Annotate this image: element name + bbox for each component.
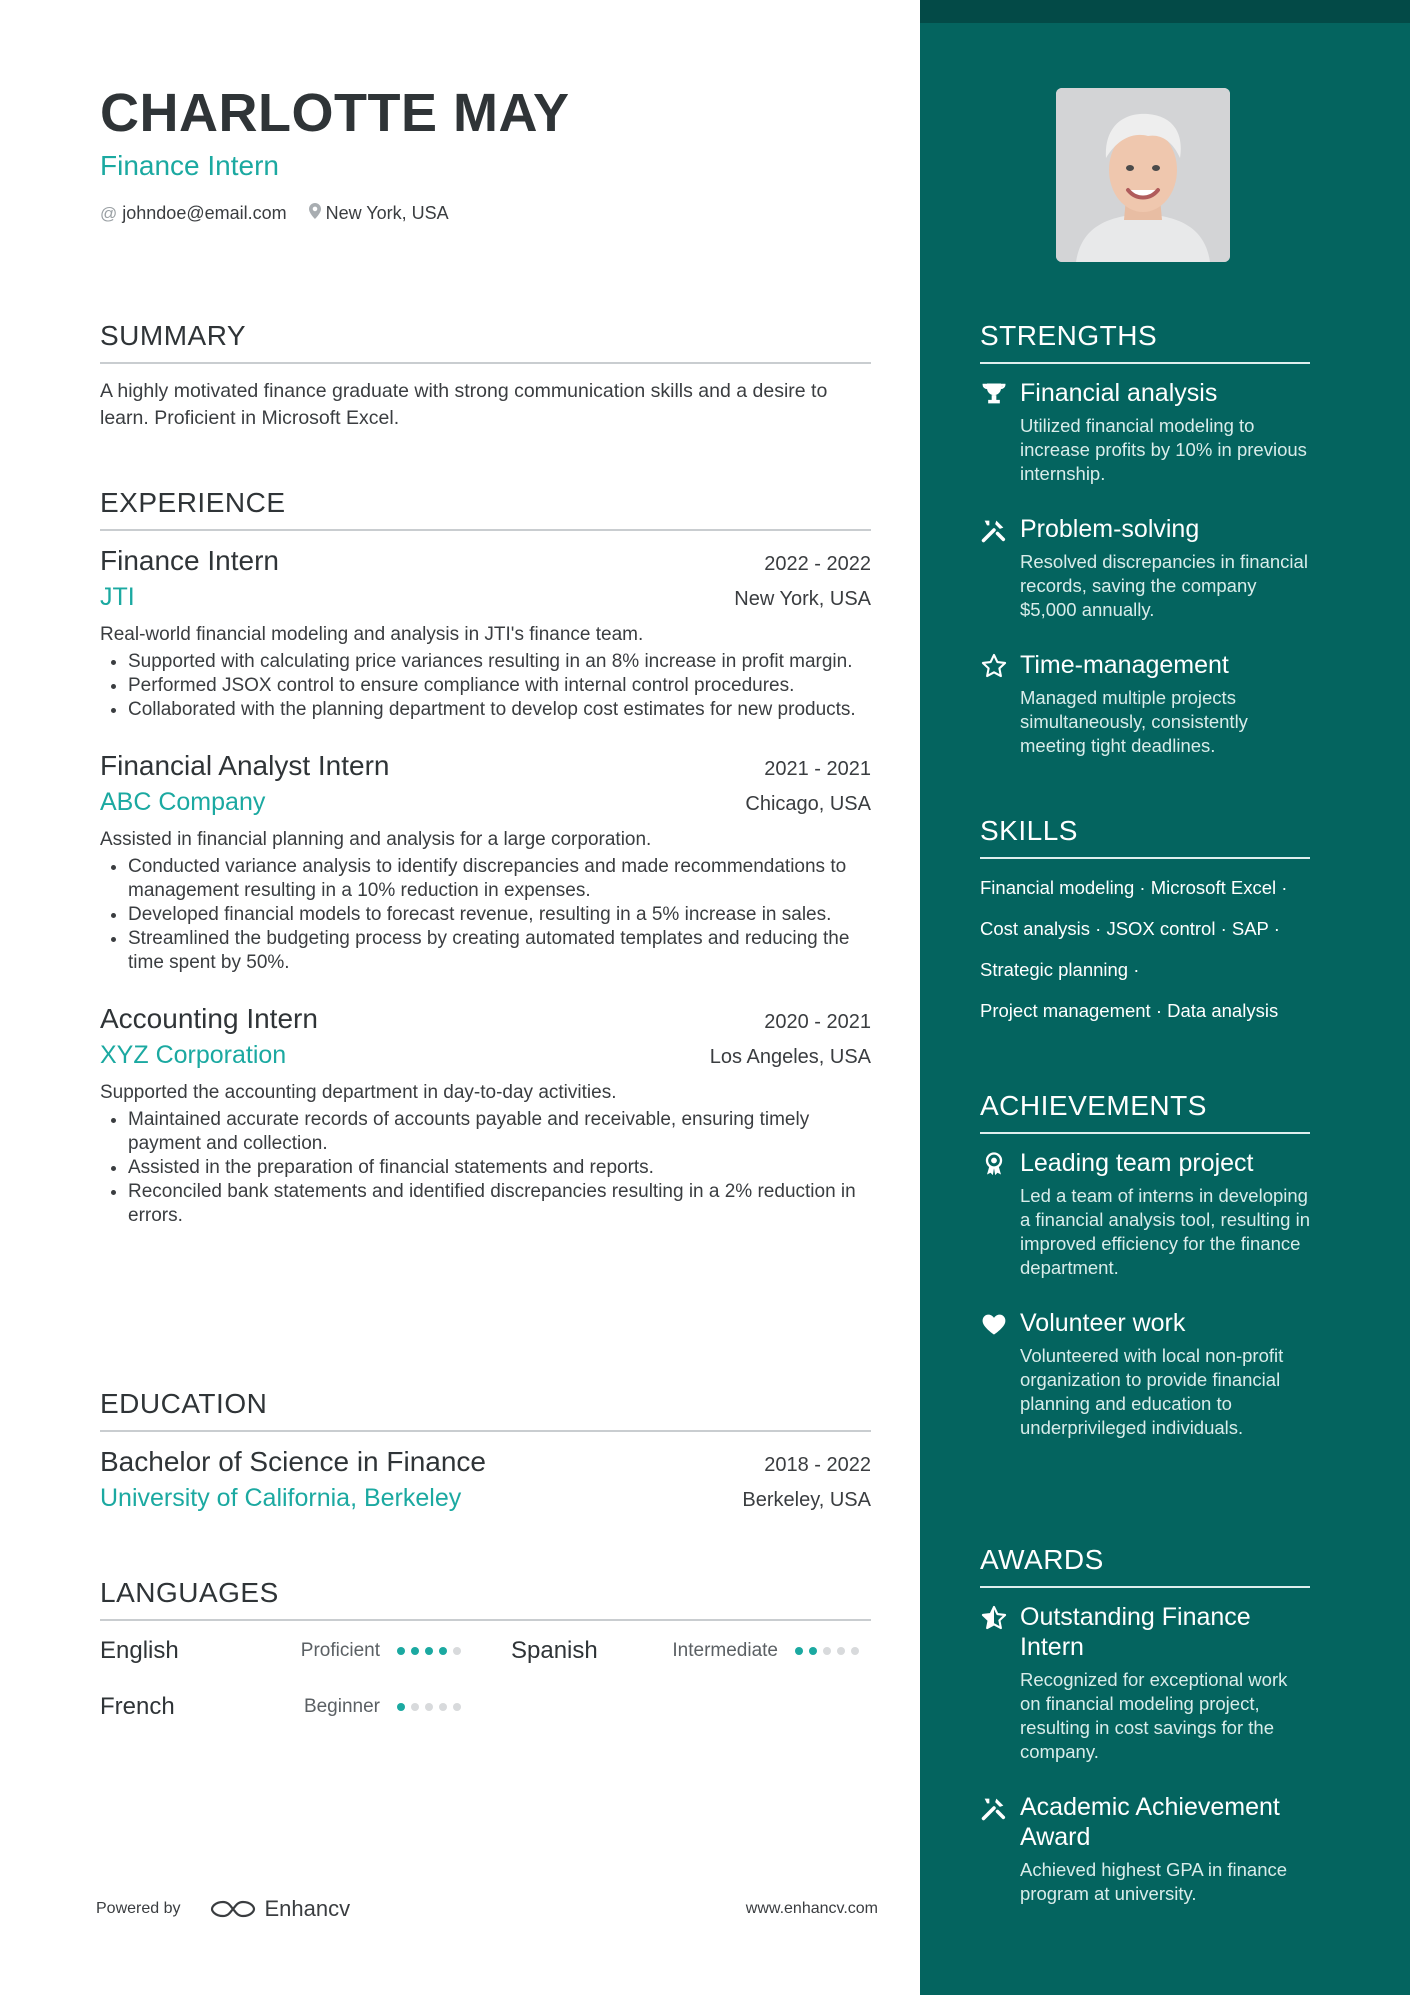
languages-list bbox=[100, 1621, 871, 1741]
language-name: Spanish bbox=[511, 1637, 598, 1664]
languages-section bbox=[100, 1577, 871, 1741]
email-link[interactable]: johndoe@email.com bbox=[122, 203, 287, 223]
section-heading: SKILLS bbox=[980, 815, 1310, 859]
achievement-item bbox=[980, 1148, 1310, 1280]
job-company: XYZ Corporation bbox=[100, 1041, 287, 1069]
job-entry bbox=[100, 750, 871, 975]
dot-empty bbox=[851, 1647, 859, 1655]
proficiency-dots bbox=[795, 1647, 865, 1655]
award-item bbox=[980, 1602, 1310, 1764]
strength-text: Managed multiple projects simultaneously, consistently meeting tight deadlines. bbox=[1020, 687, 1248, 756]
language-level: Intermediate bbox=[672, 1640, 778, 1661]
job-company: JTI bbox=[100, 583, 135, 611]
section-heading: SUMMARY bbox=[100, 320, 871, 364]
dot-empty bbox=[425, 1703, 433, 1711]
location-text: New York, USA bbox=[325, 203, 449, 223]
education-section bbox=[100, 1388, 871, 1513]
powered-by-label: Powered by bbox=[96, 1900, 181, 1917]
job-description: Assisted in financial planning and analysis for a large corporation. bbox=[100, 829, 652, 850]
language-name: French bbox=[100, 1693, 175, 1720]
award-text: Recognized for exceptional work on financial modeling project, resulting in cost savings for the company. bbox=[1020, 1669, 1288, 1762]
language-name: English bbox=[100, 1637, 179, 1664]
language-item bbox=[100, 1637, 467, 1665]
language-level: Beginner bbox=[303, 1696, 380, 1717]
bullet: • Performed JSOX control to ensure compliance with internal control procedures. bbox=[128, 674, 871, 698]
language-item bbox=[511, 1637, 865, 1665]
award-title: Outstanding Finance Intern bbox=[1020, 1603, 1251, 1661]
dot-filled bbox=[795, 1647, 803, 1655]
dot-empty bbox=[453, 1703, 461, 1711]
section-heading: AWARDS bbox=[980, 1544, 1310, 1588]
job-dates: 2020 - 2021 bbox=[764, 1011, 871, 1033]
website-link[interactable]: www.enhancv.com bbox=[745, 1900, 878, 1917]
summary-section bbox=[100, 320, 871, 432]
bullet: • Developed financial models to forecast revenue, resulting in a 5% increase in sales. bbox=[128, 903, 871, 927]
bullet: • Maintained accurate records of accounts payable and receivable, ensuring timely payment and collection. bbox=[128, 1108, 871, 1156]
language-level: Proficient bbox=[300, 1640, 380, 1661]
section-heading: STRENGTHS bbox=[980, 320, 1310, 364]
job-bullets bbox=[100, 1108, 871, 1228]
job-location: New York, USA bbox=[734, 588, 871, 610]
bullet: • Supported with calculating price variances resulting in an 8% increase in profit margin. bbox=[128, 650, 871, 674]
proficiency-dots bbox=[397, 1647, 467, 1655]
skills-line: Project management · Data analysis bbox=[980, 1000, 1279, 1021]
achievement-title: Volunteer work bbox=[1020, 1309, 1186, 1337]
dot-empty bbox=[453, 1647, 461, 1655]
job-dates: 2022 - 2022 bbox=[764, 553, 871, 575]
bullet: • Collaborated with the planning department to develop cost estimates for new products. bbox=[128, 698, 871, 722]
skills-section bbox=[980, 815, 1310, 1031]
strength-item bbox=[980, 378, 1310, 486]
awards-section bbox=[980, 1544, 1310, 1906]
job-description: Supported the accounting department in day-to-day activities. bbox=[100, 1082, 617, 1103]
dot-filled bbox=[397, 1647, 405, 1655]
strength-title: Financial analysis bbox=[1020, 379, 1218, 407]
dot-filled bbox=[411, 1647, 419, 1655]
dot-empty bbox=[823, 1647, 831, 1655]
skills-list bbox=[980, 867, 1310, 1031]
profile-photo bbox=[1056, 88, 1230, 262]
skills-line: Cost analysis · JSOX control · SAP · bbox=[980, 918, 1280, 939]
footer bbox=[96, 1896, 878, 1922]
section-heading: EDUCATION bbox=[100, 1388, 871, 1432]
award-title: Academic Achievement Award bbox=[1020, 1793, 1280, 1851]
strength-text: Utilized financial modeling to increase profits by 10% in previous internship. bbox=[1020, 415, 1307, 484]
bullet: • Assisted in the preparation of financial statements and reports. bbox=[128, 1156, 871, 1180]
achievement-title: Leading team project bbox=[1020, 1149, 1254, 1177]
job-company: ABC Company bbox=[100, 788, 266, 816]
bullet: • Streamlined the budgeting process by creating automated templates and reducing the time spent by 50%. bbox=[128, 927, 871, 975]
language-item bbox=[100, 1693, 467, 1721]
at-icon: @ bbox=[100, 203, 118, 223]
experience-section bbox=[100, 487, 871, 1228]
section-heading: ACHIEVEMENTS bbox=[980, 1090, 1310, 1134]
summary-text: A highly motivated finance graduate with strong communication skills and a desire to learn. Proficient in Microsoft Excel. bbox=[100, 380, 828, 429]
job-entry bbox=[100, 1003, 871, 1228]
enhancv-logo-icon bbox=[209, 1898, 257, 1920]
dot-filled bbox=[439, 1647, 447, 1655]
section-heading: LANGUAGES bbox=[100, 1577, 871, 1621]
job-title: Financial Analyst Intern bbox=[100, 750, 390, 781]
job-bullets bbox=[100, 855, 871, 975]
bullet: • Conducted variance analysis to identify discrepancies and made recommendations to management resulting in a 10% reduction in expenses. bbox=[128, 855, 871, 903]
job-location: Los Angeles, USA bbox=[709, 1046, 871, 1068]
job-location: Chicago, USA bbox=[745, 793, 871, 815]
job-bullets bbox=[100, 650, 871, 722]
tools-icon bbox=[980, 1794, 1008, 1822]
achievements-section bbox=[980, 1090, 1310, 1440]
candidate-title: Finance Intern bbox=[100, 150, 279, 181]
skills-line: Financial modeling · Microsoft Excel · bbox=[980, 877, 1288, 898]
job-entry bbox=[100, 545, 871, 722]
medal-icon bbox=[980, 1150, 1008, 1178]
strengths-section bbox=[980, 320, 1310, 758]
location-pin-icon bbox=[309, 203, 321, 224]
tools-icon bbox=[980, 516, 1008, 544]
bullet: • Reconciled bank statements and identified discrepancies resulting in a 2% reduction in errors. bbox=[128, 1180, 871, 1228]
job-title: Accounting Intern bbox=[100, 1003, 318, 1034]
strength-text: Resolved discrepancies in financial records, saving the company $5,000 annually. bbox=[1020, 551, 1308, 620]
contact-row bbox=[100, 203, 449, 224]
skills-line: Strategic planning · bbox=[980, 959, 1140, 980]
dot-empty bbox=[411, 1703, 419, 1711]
strength-item bbox=[980, 514, 1310, 622]
section-heading: EXPERIENCE bbox=[100, 487, 871, 531]
dot-empty bbox=[837, 1647, 845, 1655]
education-dates: 2018 - 2022 bbox=[764, 1454, 871, 1476]
achievement-item bbox=[980, 1308, 1310, 1440]
dot-filled bbox=[809, 1647, 817, 1655]
dot-empty bbox=[439, 1703, 447, 1711]
achievement-text: Led a team of interns in developing a financial analysis tool, resulting in improved efficiency for the finance department. bbox=[1020, 1185, 1310, 1278]
star-icon bbox=[980, 652, 1008, 680]
strength-title: Problem-solving bbox=[1020, 515, 1200, 543]
job-description: Real-world financial modeling and analysis in JTI's finance team. bbox=[100, 624, 644, 645]
dot-filled bbox=[397, 1703, 405, 1711]
award-item bbox=[980, 1792, 1310, 1906]
trophy-icon bbox=[980, 380, 1008, 408]
candidate-name: CHARLOTTE MAY bbox=[100, 83, 570, 143]
achievement-text: Volunteered with local non-profit organization to provide financial planning and education to underprivileged individuals. bbox=[1020, 1345, 1284, 1438]
degree-title: Bachelor of Science in Finance bbox=[100, 1446, 486, 1477]
strength-title: Time-management bbox=[1020, 651, 1229, 679]
proficiency-dots bbox=[397, 1703, 467, 1711]
dot-filled bbox=[425, 1647, 433, 1655]
brand-name: Enhancv bbox=[264, 1896, 351, 1921]
star-half-icon bbox=[980, 1604, 1008, 1632]
heart-icon bbox=[980, 1310, 1008, 1338]
strength-item bbox=[980, 650, 1310, 758]
powered-by bbox=[96, 1896, 350, 1922]
job-dates: 2021 - 2021 bbox=[764, 758, 871, 780]
job-title: Finance Intern bbox=[100, 545, 279, 576]
award-text: Achieved highest GPA in finance program at university. bbox=[1020, 1859, 1288, 1904]
sidebar-top-bar bbox=[920, 0, 1410, 23]
sidebar bbox=[920, 0, 1410, 1995]
school-location: Berkeley, USA bbox=[742, 1489, 871, 1511]
school-name: University of California, Berkeley bbox=[100, 1484, 462, 1512]
